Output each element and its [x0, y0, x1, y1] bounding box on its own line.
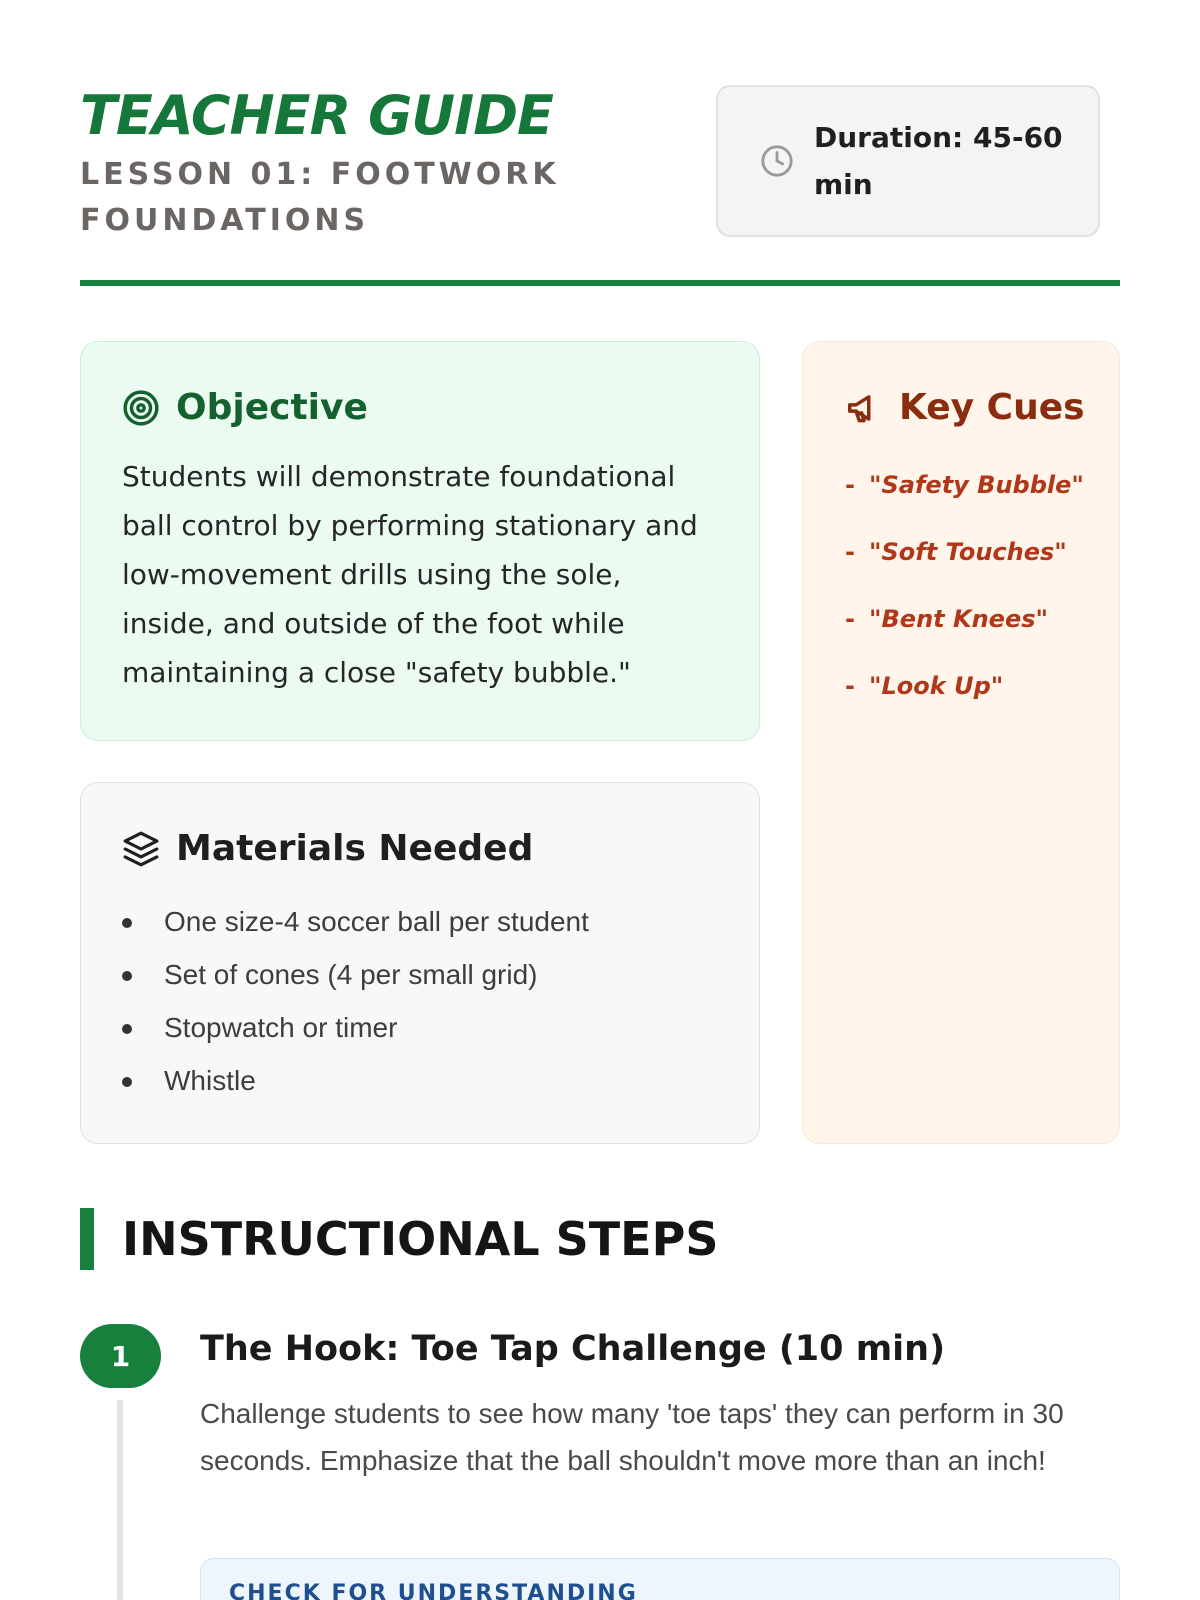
cue-item [845, 452, 1099, 519]
cue-text: "Soft Touches" [869, 538, 1067, 566]
materials-heading [122, 827, 719, 871]
clock-icon [760, 144, 794, 178]
materials-item: Stopwatch or timer [122, 1001, 719, 1054]
megaphone-icon [845, 389, 883, 427]
materials-list [122, 895, 719, 1107]
page-title: TEACHER GUIDE [80, 84, 553, 147]
duration-badge [716, 85, 1100, 237]
materials-item: One size-4 soccer ball per student [122, 895, 719, 948]
materials-item: Set of cones (4 per small grid) [122, 948, 719, 1001]
check-understanding-label: CHECK FOR UNDERSTANDING [229, 1581, 638, 1600]
steps-heading: INSTRUCTIONAL STEPS [80, 1208, 718, 1270]
layers-icon [122, 830, 160, 868]
header-divider [80, 280, 1120, 286]
cue-text: "Safety Bubble" [869, 471, 1084, 499]
page-header [80, 80, 1100, 286]
objective-heading-label: Objective [176, 387, 368, 428]
objective-heading [122, 386, 719, 430]
objective-card [80, 341, 760, 741]
cue-item [845, 586, 1099, 653]
step-timeline-rail [117, 1400, 123, 1600]
cue-dash: - [845, 605, 855, 633]
lesson-title: LESSON 01: FOOTWORK FOUNDATIONS [80, 157, 560, 238]
step-number-badge: 1 [80, 1324, 161, 1388]
materials-item: Whistle [122, 1054, 719, 1107]
duration-text: Duration: 45-60 min [814, 121, 1063, 201]
cue-item [845, 653, 1099, 720]
key-cues-heading-label: Key Cues [899, 387, 1085, 428]
materials-heading-label: Materials Needed [176, 828, 534, 869]
cue-text: "Bent Knees" [869, 605, 1049, 633]
key-cues-list [845, 452, 1099, 720]
materials-card [80, 782, 760, 1144]
cue-text: "Look Up" [869, 672, 1004, 700]
target-icon [122, 389, 160, 427]
title-block [80, 86, 680, 244]
key-cues-card [802, 341, 1120, 1144]
check-understanding-box [200, 1558, 1120, 1600]
key-cues-heading [845, 386, 1099, 430]
cue-dash: - [845, 672, 855, 700]
objective-text: Students will demonstrate foundational ball control by performing stationary and low-movement drills using the sole, inside, and outside of the foot while maintaining a close "safety bubble." [122, 460, 698, 689]
cue-item [845, 519, 1099, 586]
step-body: Challenge students to see how many 'toe taps' they can perform in 30 seconds. Emphasize that the ball shouldn't move more than an inch! [200, 1398, 1064, 1476]
step-title: The Hook: Toe Tap Challenge (10 min) [200, 1329, 946, 1369]
cue-dash: - [845, 471, 855, 499]
cue-dash: - [845, 538, 855, 566]
